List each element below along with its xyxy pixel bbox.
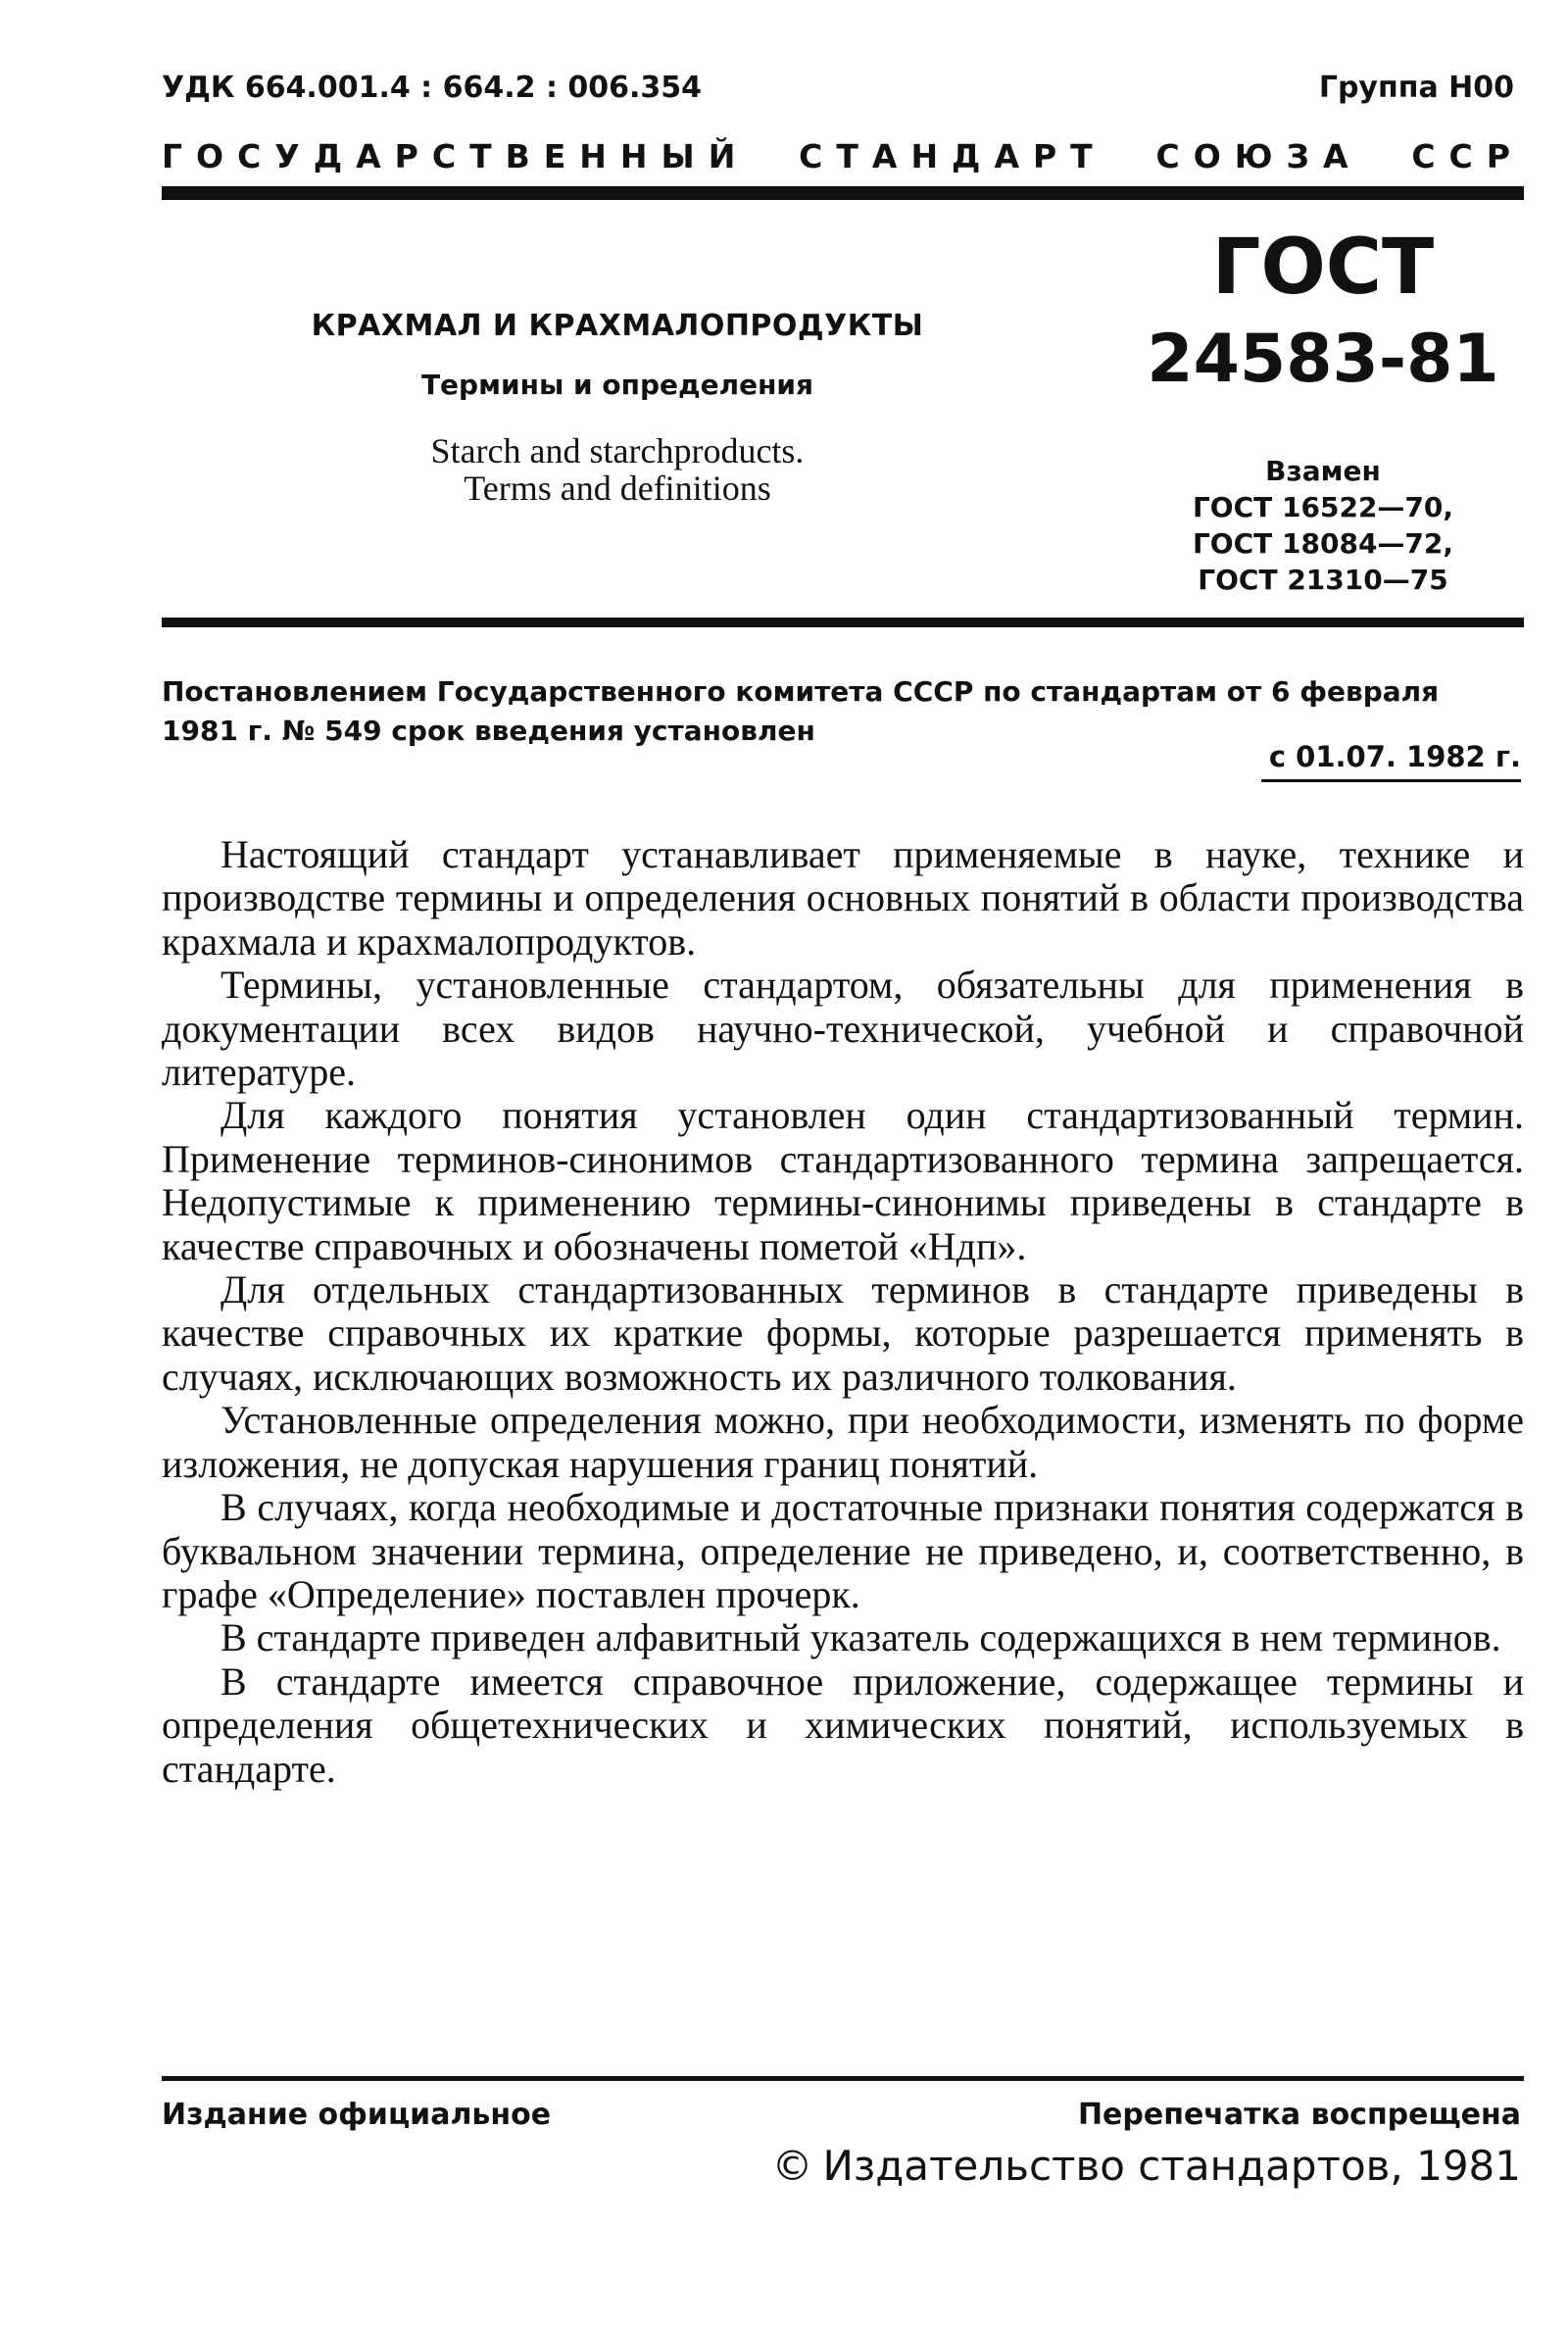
decree-text: Постановлением Государственного комитета СССР по стандартам от 6 февраля 1981 г. № 549 срок введения установлен	[162, 675, 1440, 747]
replaces-block	[1088, 453, 1558, 598]
body-paragraph: Для каждого понятия установлен один стандартизованный термин. Применение терминов-синонимов стандартизованного термина запрещается. Недопустимые к применению термины-синонимы приведены в стандарте в качестве справочных и обозначены пометой «Ндп».	[162, 1093, 1524, 1268]
copyright-icon: ©	[771, 2142, 813, 2190]
body-paragraph: В случаях, когда необходимые и достаточные признаки понятия содержатся в буквальном значении термина, определение не приведено, и, соответственно, в графе «Определение» поставлен прочерк.	[162, 1485, 1524, 1616]
edition-note: Издание официальное	[162, 2098, 552, 2132]
title-rule	[162, 618, 1524, 627]
document-subtitle: Термины и определения	[420, 369, 814, 401]
body-paragraph: В стандарте приведен алфавитный указатель содержащихся в нем терминов.	[220, 1615, 1501, 1660]
group-code: Группа Н00	[1318, 71, 1514, 105]
header-rule	[162, 186, 1524, 200]
publisher-line	[772, 2142, 1521, 2190]
reprint-note: Перепечатка воспрещена	[1077, 2098, 1521, 2132]
body-paragraph: Термины, установленные стандартом, обязательны для применения в документации всех видов научно-технической, учебной и справочной литературе.	[162, 963, 1524, 1095]
body-paragraph: В стандарте имеется справочное приложение, содержащее термины и определения общетехнических и химических понятий, используемых в стандарте.	[162, 1658, 1524, 1791]
heading-word-1: ГОСУДАРСТВЕННЫЙ	[162, 137, 750, 175]
body-text	[162, 833, 1524, 1791]
body-paragraph: Настоящий стандарт устанавливает применяемые в науке, технике и производстве термины и определения основных понятий в области производства крахмала и крахмалопродуктов.	[162, 832, 1524, 964]
body-paragraph: Для отдельных стандартизованных терминов в стандарте приведены в качестве справочных их краткие формы, которые разрешается применять в случаях, исключающих возможность их различного толкования.	[162, 1267, 1524, 1399]
replaces-label: Взамен	[1265, 455, 1381, 487]
english-title-line-2: Terms and definitions	[464, 469, 771, 508]
heading-word-3: СОЮЗА	[1155, 137, 1362, 175]
replaced-standard: ГОСТ 21310—75	[1198, 564, 1448, 596]
body-paragraph: Установленные определения можно, при необходимости, изменять по форме изложения, не допуская нарушения границ понятий.	[162, 1398, 1524, 1486]
gost-block	[1088, 223, 1558, 598]
replaced-standard: ГОСТ 16522—70,	[1192, 491, 1454, 523]
title-block	[294, 309, 941, 507]
gost-label: ГОСТ	[1211, 223, 1435, 312]
publisher-name: Издательство стандартов, 1981	[822, 2142, 1521, 2190]
replaced-standard: ГОСТ 18084—72,	[1192, 527, 1454, 560]
udk-code: УДК 664.001.4 : 664.2 : 006.354	[162, 71, 703, 105]
heading-word-2: СТАНДАРТ	[799, 137, 1106, 175]
gost-number: 24583-81	[1147, 321, 1499, 398]
english-title-line-1: Starch and starchproducts.	[430, 431, 805, 470]
state-standard-heading	[162, 137, 1524, 175]
effective-date-underline	[1261, 779, 1521, 782]
effective-date: с 01.07. 1982 г.	[1268, 740, 1521, 773]
footer-rule	[162, 2076, 1524, 2081]
heading-word-4: ССР	[1411, 137, 1524, 175]
document-title: КРАХМАЛ И КРАХМАЛОПРОДУКТЫ	[311, 309, 924, 343]
